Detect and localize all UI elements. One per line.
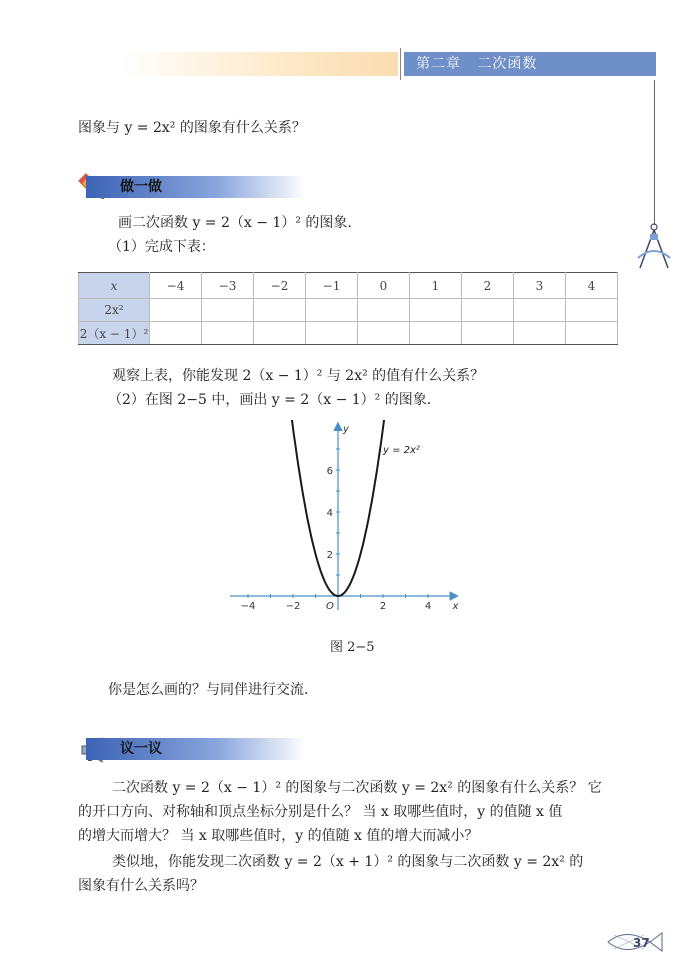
y-tick-label: 6: [326, 466, 333, 477]
figure-caption: 图 2−5: [330, 640, 375, 655]
table-cell[interactable]: [410, 299, 462, 322]
task-line-1: 画二次函数 y = 2（x − 1）² 的图象.: [118, 215, 352, 231]
parabola-figure: [230, 420, 480, 620]
table-cell[interactable]: [358, 322, 410, 345]
value-table: [78, 272, 618, 345]
section-title-zuo: 做一做: [86, 176, 306, 198]
x-axis-label: x: [452, 601, 459, 612]
y-tick-label: 2: [326, 550, 333, 561]
table-cell: −1: [306, 273, 358, 299]
header-decoration: [120, 52, 398, 76]
discuss-prompt: 你是怎么画的？与同伴进行交流.: [108, 682, 309, 698]
table-cell[interactable]: [254, 322, 306, 345]
page-number: 37: [633, 936, 650, 950]
y-axis-label: y: [343, 424, 349, 435]
x-tick-label: 2: [379, 601, 387, 612]
table-cell[interactable]: [514, 299, 566, 322]
table-cell[interactable]: [306, 299, 358, 322]
intro-question: 图象与 y = 2x² 的图象有什么关系？: [78, 120, 306, 136]
table-cell[interactable]: [566, 299, 618, 322]
table-cell: −4: [150, 273, 202, 299]
curve-label: y = 2x²: [383, 445, 420, 457]
table-cell[interactable]: [566, 322, 618, 345]
table-cell[interactable]: [150, 299, 202, 322]
table-cell: 0: [358, 273, 410, 299]
table-header-2x2: 2x²: [79, 299, 150, 322]
table-cell[interactable]: [202, 322, 254, 345]
table-row: [79, 299, 618, 322]
table-header-shifted: 2（x − 1）²: [79, 322, 150, 345]
header-divider: [400, 48, 401, 80]
table-cell[interactable]: [410, 322, 462, 345]
chapter-number: 第二章: [416, 56, 461, 72]
draw-instruction: （2）在图 2−5 中，画出 y = 2（x − 1）² 的图象.: [108, 392, 432, 408]
observe-line: 观察上表，你能发现 2（x − 1）² 与 2x² 的值有什么关系？: [112, 368, 485, 384]
x-tick-label: −2: [285, 601, 301, 612]
table-header-x: x: [79, 273, 150, 299]
y-tick-label: 4: [326, 508, 333, 519]
discuss-p1-line1: 二次函数 y = 2（x − 1）² 的图象与二次函数 y = 2x² 的图象有什么关系？ 它: [112, 780, 602, 796]
origin-label: O: [326, 601, 334, 612]
table-cell: 3: [514, 273, 566, 299]
compass-icon: [632, 222, 676, 272]
table-cell[interactable]: [306, 322, 358, 345]
table-cell[interactable]: [202, 299, 254, 322]
discuss-p1-line2: 的开口方向、对称轴和顶点坐标分别是什么？ 当 x 取哪些值时，y 的值随 x 值: [78, 804, 563, 820]
chapter-header: [404, 52, 656, 76]
table-cell: 4: [566, 273, 618, 299]
table-cell: −3: [202, 273, 254, 299]
table-cell[interactable]: [514, 322, 566, 345]
discuss-p1-line3: 的增大而增大？ 当 x 取哪些值时，y 的值随 x 值的增大而减小？: [78, 828, 479, 844]
discuss-p2-line1: 类似地，你能发现二次函数 y = 2（x + 1）² 的图象与二次函数 y = 2x² 的: [112, 854, 584, 870]
table-cell[interactable]: [358, 299, 410, 322]
x-tick-label: −4: [240, 601, 256, 612]
table-cell: 2: [462, 273, 514, 299]
table-cell[interactable]: [150, 322, 202, 345]
task-line-2: （1）完成下表：: [108, 239, 215, 255]
discuss-p2-line2: 图象有什么关系吗？: [78, 878, 204, 894]
section-title-yi: 议一议: [86, 738, 306, 760]
x-tick-label: 4: [424, 601, 432, 612]
table-row: [79, 322, 618, 345]
table-row: [79, 273, 618, 299]
chapter-title: 二次函数: [477, 56, 538, 72]
table-cell[interactable]: [462, 322, 514, 345]
table-cell[interactable]: [462, 299, 514, 322]
side-rule: [654, 80, 655, 225]
table-cell: 1: [410, 273, 462, 299]
table-cell: −2: [254, 273, 306, 299]
table-cell[interactable]: [254, 299, 306, 322]
